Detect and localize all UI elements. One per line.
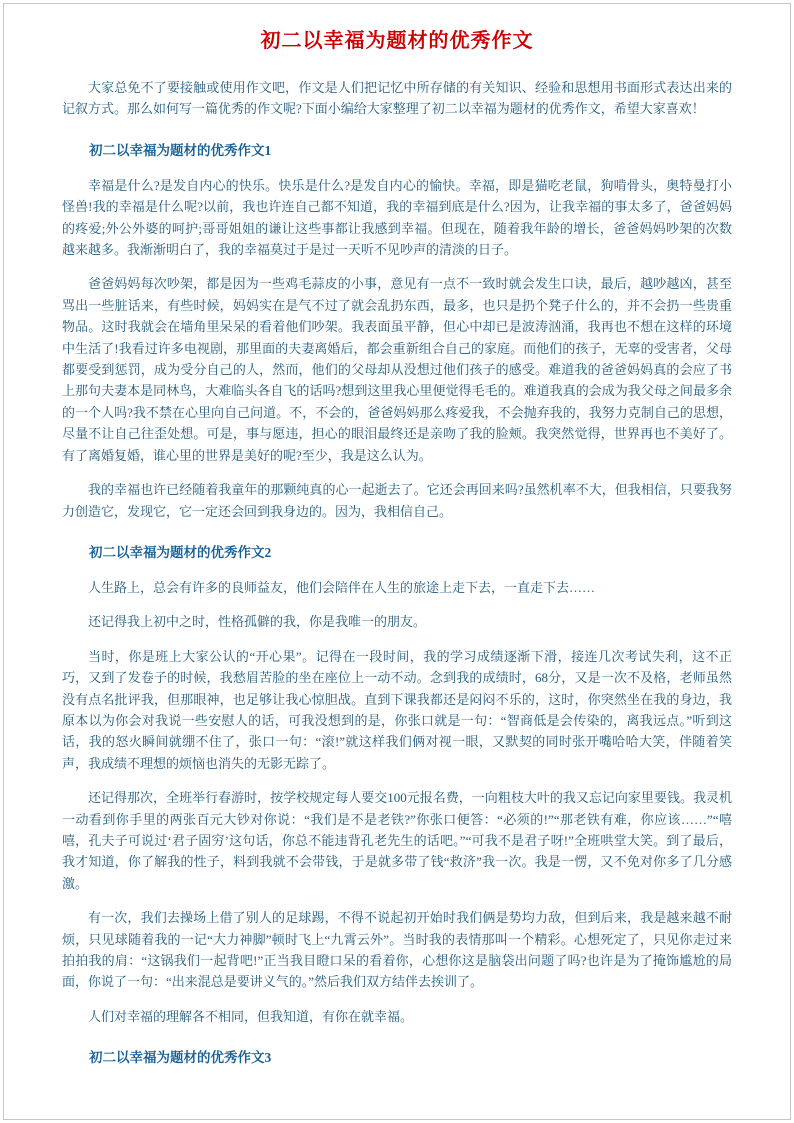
section-2-paragraph-5: 有一次，我们去操场上借了别人的足球踢，不得不说起初开始时我们俩是势均力敌，但到后来，我是越来越不耐烦，只见球随着我的一记“大力神脚”顿时飞上“九霄云外”。当时我的表情那叫一个精彩。心想死定了，只见你走过来拍拍我的肩：“这锅我们一起背吧!”正当我目瞪口呆的看着你，心想你这是脑袋出问题了吗?也许是为了掩饰尴尬的局面，你说了一句：“出来混总是要讲义气的。”然后我们双方结伴去挨训了。: [62, 910, 732, 990]
section-2-paragraph-1: 人生路上，总会有许多的良师益友，他们会陪伴在人生的旅途上走下去，一直走下去……: [88, 579, 596, 595]
section-1-paragraph-2: 爸爸妈妈每次吵架，都是因为一些鸡毛蒜皮的小事，意见有一点不一致时就会发生口诀，最后，越吵越凶，甚至骂出一些脏话来，有些时候，妈妈实在是气不过了就会乱扔东西，最多，也只是扔个凳子什么的，并不会扔一些贵重物品。这时我就会在墙角里呆呆的看着他们吵架。我表面虽平静，但心中却已是波涛汹涌，我再也不想在这样的环境中生活了!我看过许多电视剧，那里面的夫妻离婚后，都会重新组合自己的家庭。而他们的孩子，无辜的受害者，父母都要受到惩罚，成为受分自己的人，然而，他们的父母却从没想过他们孩子的感受。难道我的爸爸妈妈真的会应了书上那句夫妻本是同林鸟，大难临头各自飞的话吗?想到这里我心里便觉得毛毛的。难道我真的会成为我父母之间最多余的一个人吗?我不禁在心里向自己问道。不，不会的，爸爸妈妈那么疼爱我，不会抛弃我的，我努力克制自己的思想，尽量不让自己往歪处想。可是，事与愿违，担心的眼泪最终还是亲吻了我的脸颊。我突然觉得，世界再也不美好了。有了离婚复婚，谁心里的世界是美好的呢?至少，我是这么认为。: [62, 276, 732, 463]
section-heading-2: 初二以幸福为题材的优秀作文2: [89, 544, 272, 560]
section-1-paragraph-3: 我的幸福也许已经随着我童年的那颗纯真的心一起逝去了。它还会再回来吗?虽然机率不大，但我相信，只要我努力创造它，发现它，它一定还会回到我身边的。因为，我相信自己。: [62, 482, 732, 519]
section-1-paragraph-1: 幸福是什么?是发自内心的快乐。快乐是什么?是发自内心的愉快。幸福，即是猫吃老鼠，狗啃骨头，奥特曼打小怪兽!我的幸福是什么呢?以前，我也许连自己都不知道，我的幸福到底是什么?因为，让我幸福的事太多了，爸爸妈妈的疼爱;外公外婆的呵护;哥哥姐姐的谦让这些事都让我感到幸福。但现在，随着我年龄的增长，爸爸妈妈吵架的次数越来越多。我渐渐明白了，我的幸福莫过于是过一天听不见吵声的清淡的日子。: [62, 177, 732, 258]
section-2-paragraph-2: 还记得我上初中之时，性格孤僻的我，你是我唯一的朋友。: [88, 614, 427, 630]
section-2-paragraph-3: 当时，你是班上大家公认的“开心果”。记得在一段时间，我的学习成绩逐渐下滑，接连几次考试失利，这不正巧，又到了发卷子的时候，我愁眉苦脸的坐在座位上一动不动。念到我的成绩时，68分，又是一次不及格，老师虽然没有点名批评我，但那眼神，也足够让我心惊胆战。直到下课我都还是闷闷不乐的，这时，你突然坐在我的身边，我原本以为你会对我说一些安慰人的话，可我没想到的是，你张口就是一句：“智商低是会传染的，离我远点。”听到这话，我的怒火瞬间就绷不住了，张口一句：“滚!”就这样我们俩对视一眼，又默契的同时张开嘴哈哈大笑，伴随着笑声，我成绩不理想的烦恼也消失的无影无踪了。: [62, 648, 732, 771]
page-title: 初二以幸福为题材的优秀作文: [260, 30, 534, 52]
section-heading-3: 初二以幸福为题材的优秀作文3: [89, 1050, 272, 1066]
intro-paragraph: 大家总免不了要接触或使用作文吧，作文是人们把记忆中所存储的有关知识、经验和思想用书面形式表达出来的记叙方式。那么如何写一篇优秀的作文呢?下面小编给大家整理了初二以幸福为题材的优秀作文，希望大家喜欢！: [62, 80, 732, 117]
document-content: [62, 24, 732, 1082]
section-2-paragraph-4: 还记得那次，全班举行春游时，按学校规定每人要交100元报名费，一向粗枝大叶的我又忘记向家里要钱。我灵机一动看到你手里的两张百元大钞对你说：“我们是不是老铁?”你张口便答：“必须的!”“那老铁有难，你应该……”“嘻嘻，孔夫子可说过‘君子固穷’这句话，你总不能违背孔老先生的话吧。”“可我不是君子呀!”全班哄堂大笑。到了最后，我才知道，你了解我的性子，料到我就不会带钱，于是就多带了钱“救济”我一次。我是一愣，又不免对你多了几分感激。: [62, 790, 732, 891]
section-2-paragraph-6: 人们对幸福的理解各不相同，但我知道，有你在就幸福。: [88, 1008, 414, 1024]
section-heading-1: 初二以幸福为题材的优秀作文1: [89, 142, 272, 158]
